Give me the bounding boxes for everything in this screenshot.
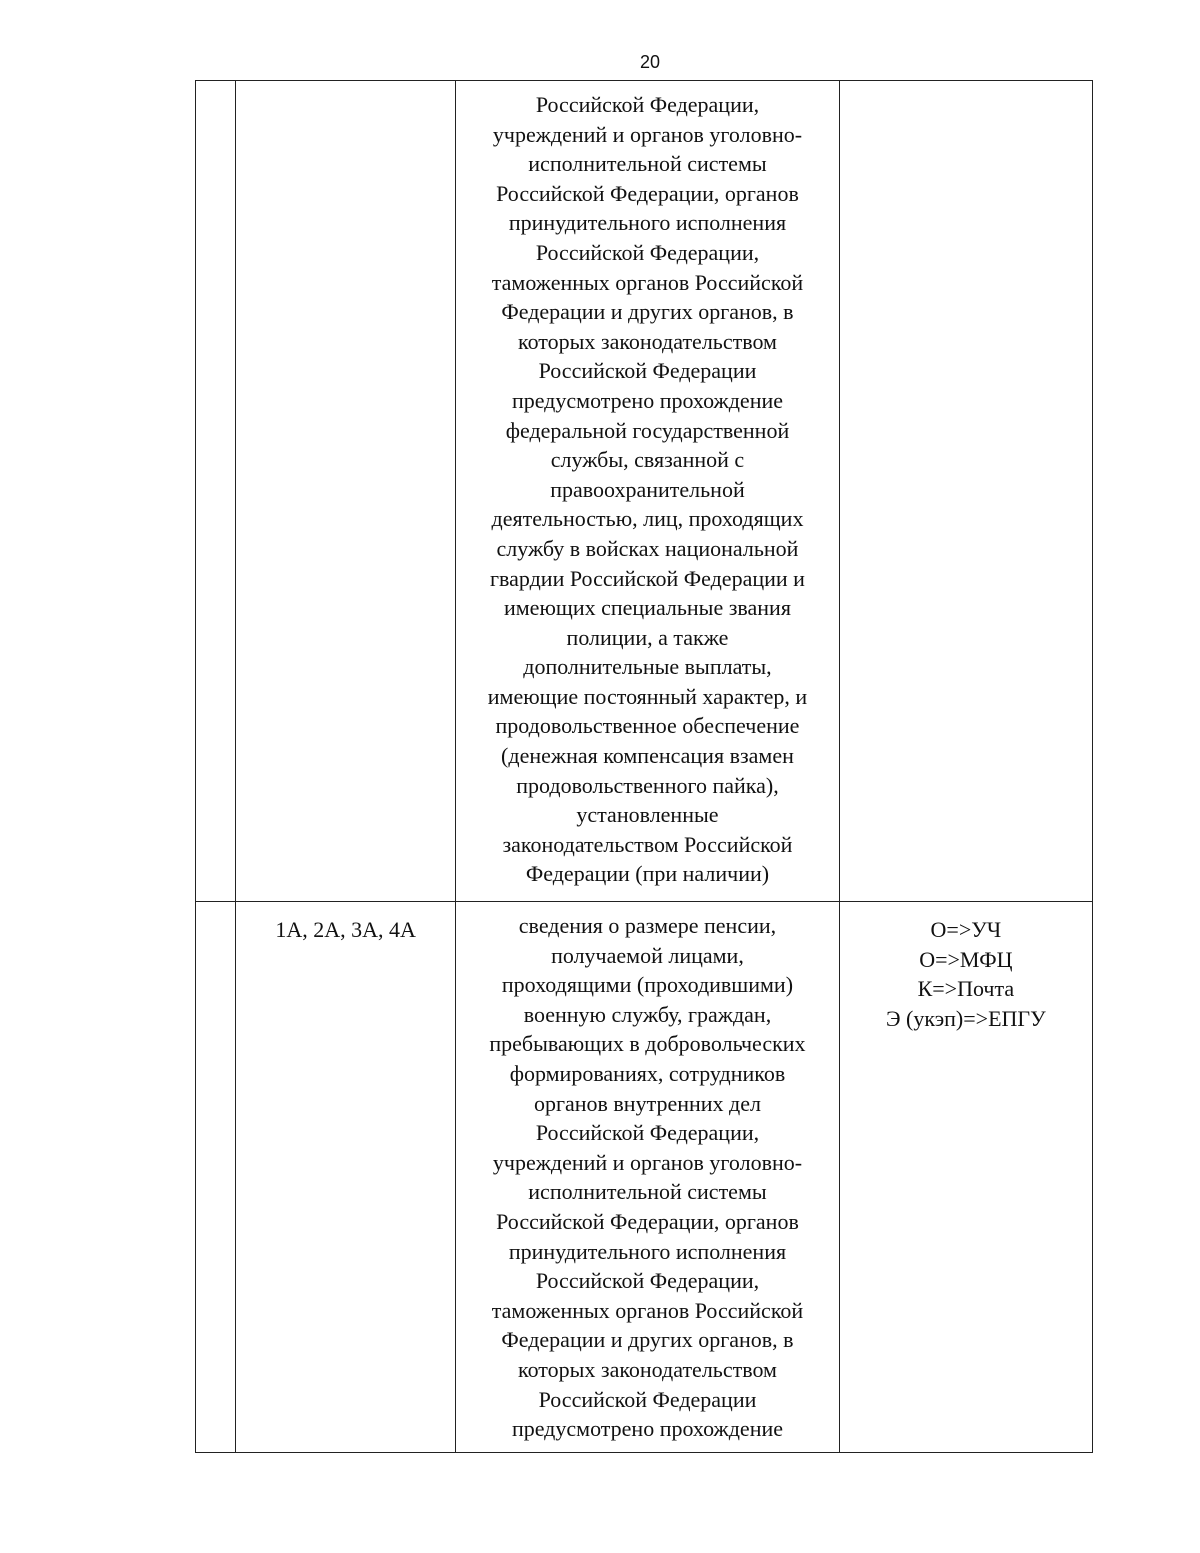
submission-methods-text: О=>УЧ О=>МФЦ К=>Почта Э (укэп)=>ЕПГУ <box>885 917 1046 1031</box>
table-row <box>196 902 1093 1453</box>
description-cell <box>456 902 839 1453</box>
category-text: 1А, 2А, 3А, 4А <box>275 917 416 942</box>
description-text: сведения о размере пенсии, получаемой лицами, проходящими (проходившими) военную службу, граждан, пребывающих в добровольческих формированиях, сотрудников органов внутренних дел Российской Федерации, учреждений и органов уголовно- исполнительной системы Российской Федерации, органов принудительного исполнения Российской Федерации, таможенных органов Российской Федерации и других органов, в которых законодательством Российской Федерации предусмотрено прохождение <box>489 913 806 1442</box>
category-cell <box>236 902 456 1453</box>
table-row <box>196 81 1093 902</box>
page-number: 20 <box>639 52 661 72</box>
description-cell <box>456 81 839 902</box>
row-number-cell <box>196 902 236 1453</box>
row-number-cell <box>196 81 236 902</box>
submission-method-cell <box>839 81 1092 902</box>
document-table <box>195 80 1093 1453</box>
submission-method-cell <box>839 902 1092 1453</box>
category-cell <box>236 81 456 902</box>
description-text: Российской Федерации, учреждений и органов уголовно- исполнительной системы Российской Федерации, органов принудительного исполнения Российской Федерации, таможенных органов Российской Федерации и других органов, в которых законодательством Российской Федерации предусмотрено прохождение федеральной государственной службы, связанной с правоохранительной деятельностью, лиц, проходящих службу в войсках национальной гвардии Российской Федерации и имеющих специальные звания полиции, а также дополнительные выплаты, имеющие постоянный характер, и продовольственное обеспечение (денежная компенсация взамен продовольственного пайка), установленные законодательством Российской Федерации (при наличии) <box>487 92 808 887</box>
